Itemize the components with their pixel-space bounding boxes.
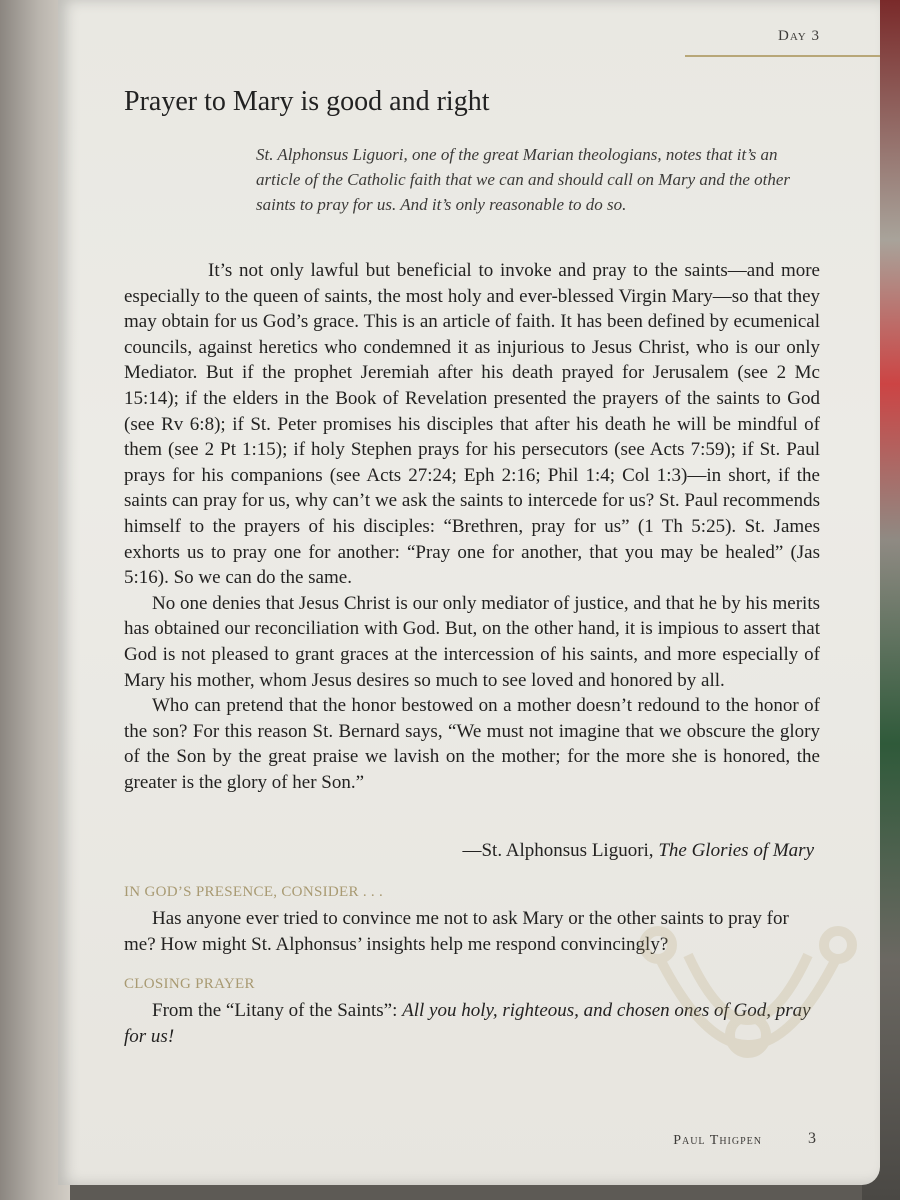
consider-heading: IN GOD’S PRESENCE, CONSIDER . . . — [124, 884, 384, 900]
closing-prayer: All you holy, righteous, and chosen ones of God, pray for us! — [124, 1000, 811, 1047]
page-title: Prayer to Mary is good and right — [124, 86, 490, 117]
consider-text: Has anyone ever tried to convince me not to ask Mary or the other saints to pray for me? How might St. Alphonsus’ insights help me respond convincingly? — [124, 908, 789, 955]
closing-lead: From the “Litany of the Saints”: — [152, 1000, 403, 1021]
day-label: Day 3 — [778, 28, 820, 44]
reading-paragraph: It’s not only lawful but beneficial to invoke and pray to the saints—and more especially to the queen of saints, the most holy and ever-blessed Virgin Mary—so that they may obtain for us God’s grace. This is an article of faith. It has been defined by ecumenical councils, against heretics who condemned it as injurious to Jesus Christ, who is our only Mediator. But if the prophet Jeremiah after his death prayed for Jerusalem (see 2 Mc 15:14); if the elders in the Book of Revelation presented the prayers of the saints to God (see Rv 6:8); if St. Peter promises his disciples that after his death he will be mindful of them (see 2 Pt 1:15); if holy Stephen prays for his persecutors (see Acts 7:59); if St. Paul prays for his companions (see Acts 27:24; Eph 2:16; Phil 1:4; Col 1:3)—in short, if the saints can pray for us, why can’t we ask the saints to intercede for us? St. Paul recommends himself to the prayers of his disciples: “Brethren, pray for us” (1 Th 5:25). St. James exhorts us to pray one for another: “Pray one for another, that you may be healed” (Jas 5:16). So we can do the same. — [124, 260, 820, 589]
footer-author: Paul Thigpen — [673, 1133, 762, 1148]
attribution-work: The Glories of Mary — [658, 840, 814, 861]
book-page — [58, 0, 880, 1185]
quote-attribution — [462, 840, 814, 862]
decorative-monogram-icon — [618, 915, 878, 1145]
reading-paragraph: No one denies that Jesus Christ is our only mediator of justice, and that he by his merits has obtained our reconciliation with God. But, on the other hand, it is impious to assert that God is not pleased to grant graces at the intercession of his saints, and more especially of Mary his mother, whom Jesus desires so much to see loved and honored by all. — [124, 592, 820, 691]
intro-paragraph: St. Alphonsus Liguori, one of the great Marian theologians, notes that it’s an article of the Catholic faith that we can and should call on Mary and the other saints to pray for us. And it’s only reasonable to do so. — [256, 145, 791, 214]
header-rule — [685, 55, 880, 57]
attribution-author: —St. Alphonsus Liguori, — [462, 840, 654, 861]
page-number: 3 — [808, 1130, 816, 1147]
closing-heading: CLOSING PRAYER — [124, 976, 255, 992]
main-reading — [124, 258, 820, 795]
reading-paragraph: Who can pretend that the honor bestowed on a mother doesn’t redound to the honor of the son? For this reason St. Bernard says, “We must not imagine that we obscure the glory of the Son by the great praise we lavish on the mother; for the more she is honored, the greater is the glory of her Son.” — [124, 695, 820, 793]
